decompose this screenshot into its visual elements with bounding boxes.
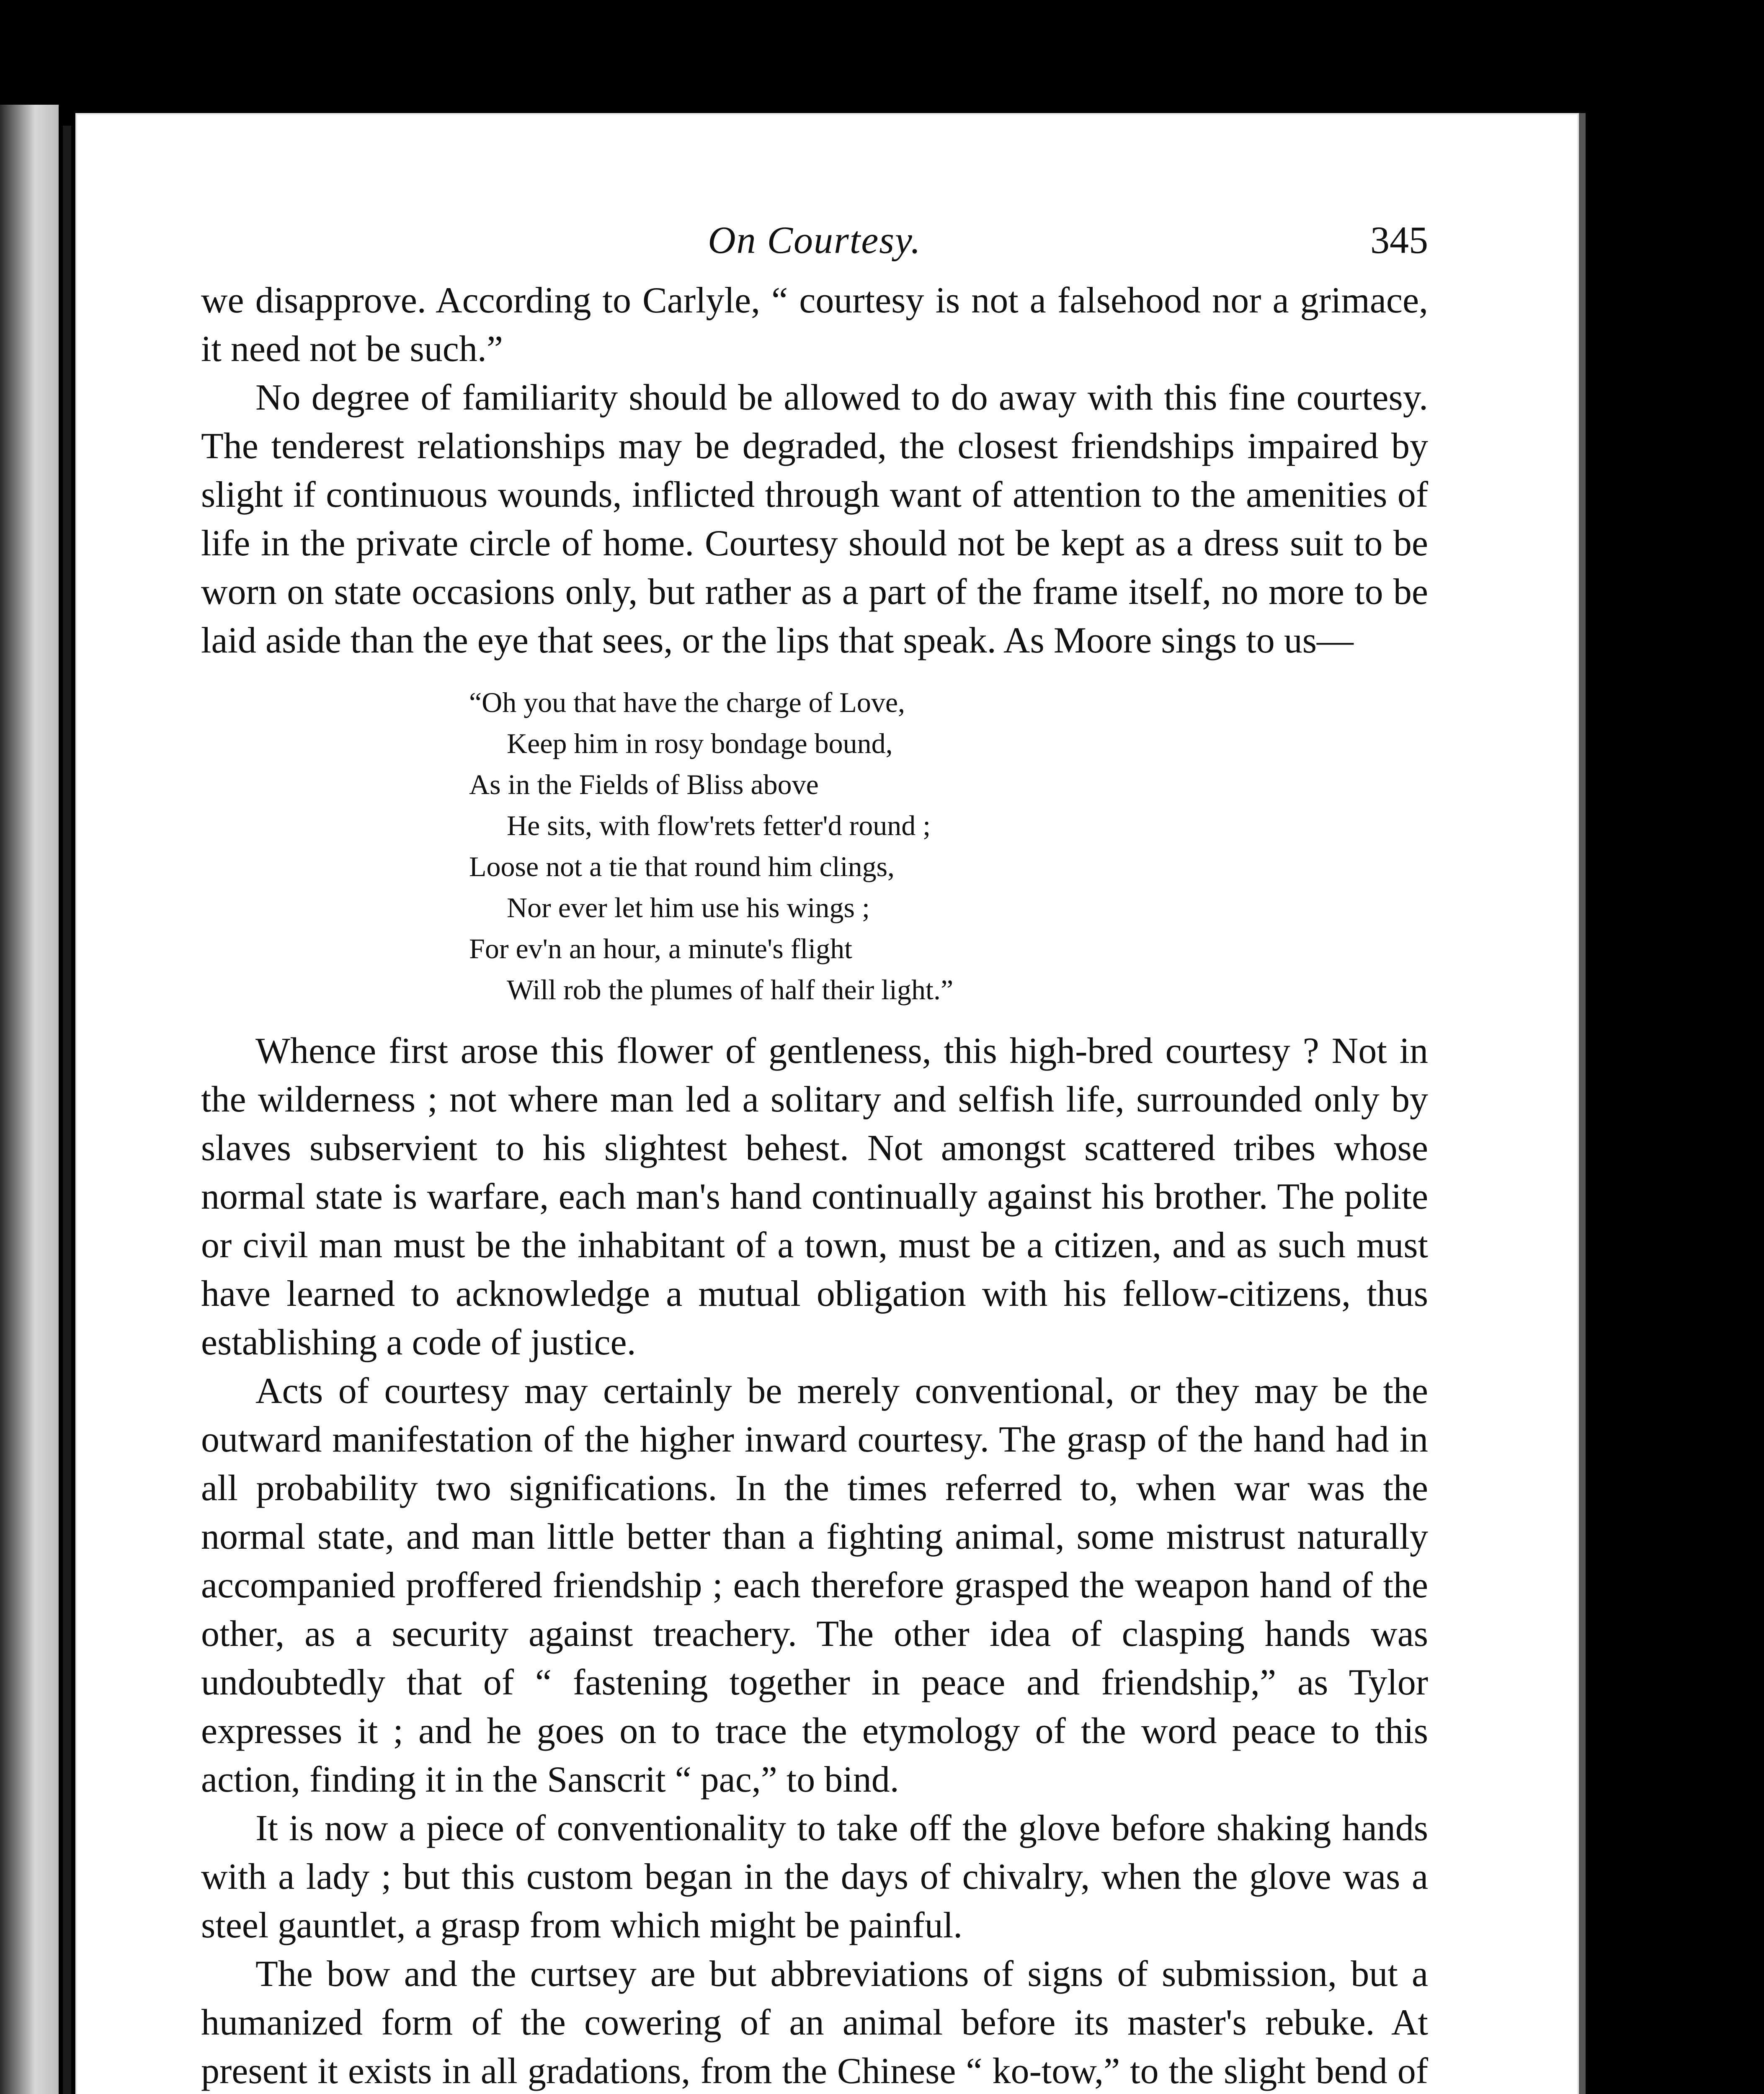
paragraph-2: No degree of familiarity should be allowed to do away with this fine courtesy. The tenderest relationships may be degraded, the closest friendships impaired by slight if continuous wounds, inflicted through want of attention to the amenities of life in the private circle of home. Courtesy should not be kept as a dress suit to be worn on state occasions only, but rather as a part of the frame itself, no more to be laid aside than the eye that sees, or the lips that speak. As Moore sings to us— bbox=[201, 377, 1428, 661]
paragraph-6: The bow and the curtsey are but abbreviations of signs of submission, but a humanized form of the cowering of an animal before its master's rebuke. At present it exists in all gradations, from the Chinese “ ko-tow,” to the slight bend of bbox=[201, 1954, 1428, 2091]
poem-line: Loose not a tie that round him clings, bbox=[469, 851, 895, 882]
paragraph-3: Whence first arose this flower of gentleness, this high-bred courtesy ? Not in the wilderness ; not where man led a solitary and selfish life, surrounded only by slaves subservient to his slightest behest. Not amongst scattered tribes whose normal state is warfare, each man's hand continually against his brother. The polite or civil man must be the inhabitant of a town, must be a citizen, and as such must have learned to acknowledge a mutual obligation with his fellow-citizens, thus establishing a code of justice. bbox=[201, 1031, 1428, 1363]
poem-line: Keep him in rosy bondage bound, bbox=[507, 727, 893, 759]
page-content bbox=[201, 218, 1428, 2094]
poem-line: He sits, with flow'rets fetter'd round ; bbox=[507, 810, 931, 841]
page-number: 345 bbox=[1370, 219, 1428, 261]
poem-line: As in the Fields of Bliss above bbox=[469, 768, 819, 800]
poem-line: Will rob the plumes of half their light.” bbox=[507, 974, 954, 1006]
poem-line: “Oh you that have the charge of Love, bbox=[469, 686, 905, 718]
paragraph-1: we disapprove. According to Carlyle, “ courtesy is not a falsehood nor a grimace, it need not be such.” bbox=[201, 280, 1428, 369]
poem-line: Nor ever let him use his wings ; bbox=[507, 892, 870, 923]
paragraph-4: Acts of courtesy may certainly be merely conventional, or they may be the outward manifestation of the higher inward courtesy. The grasp of the hand had in all probability two significations. In the times referred to, when war was the normal state, and man little better than a fighting animal, some mistrust naturally accompanied proffered friendship ; each therefore grasped the weapon hand of the other, as a security against treachery. The other idea of clasping hands was undoubtedly that of “ fastening together in peace and friendship,” as Tylor expresses it ; and he goes on to trace the etymology of the word peace to this action, finding it in the Sanscrit “ pac,” to bind. bbox=[201, 1371, 1428, 1800]
poem-line: For ev'n an hour, a minute's flight bbox=[469, 933, 853, 964]
page-edge-shadow bbox=[1579, 113, 1586, 2094]
book-gutter bbox=[63, 126, 71, 2094]
running-head bbox=[201, 218, 1428, 276]
paragraph-5: It is now a piece of conventionality to take off the glove before shaking hands with a lady ; but this custom began in the days of chivalry, when the glove was a steel gauntlet, a grasp from which might be painful. bbox=[201, 1808, 1428, 1946]
facing-page-edge bbox=[0, 105, 59, 2094]
poem-quotation bbox=[469, 682, 1428, 1010]
running-title: On Courtesy. bbox=[708, 219, 921, 261]
